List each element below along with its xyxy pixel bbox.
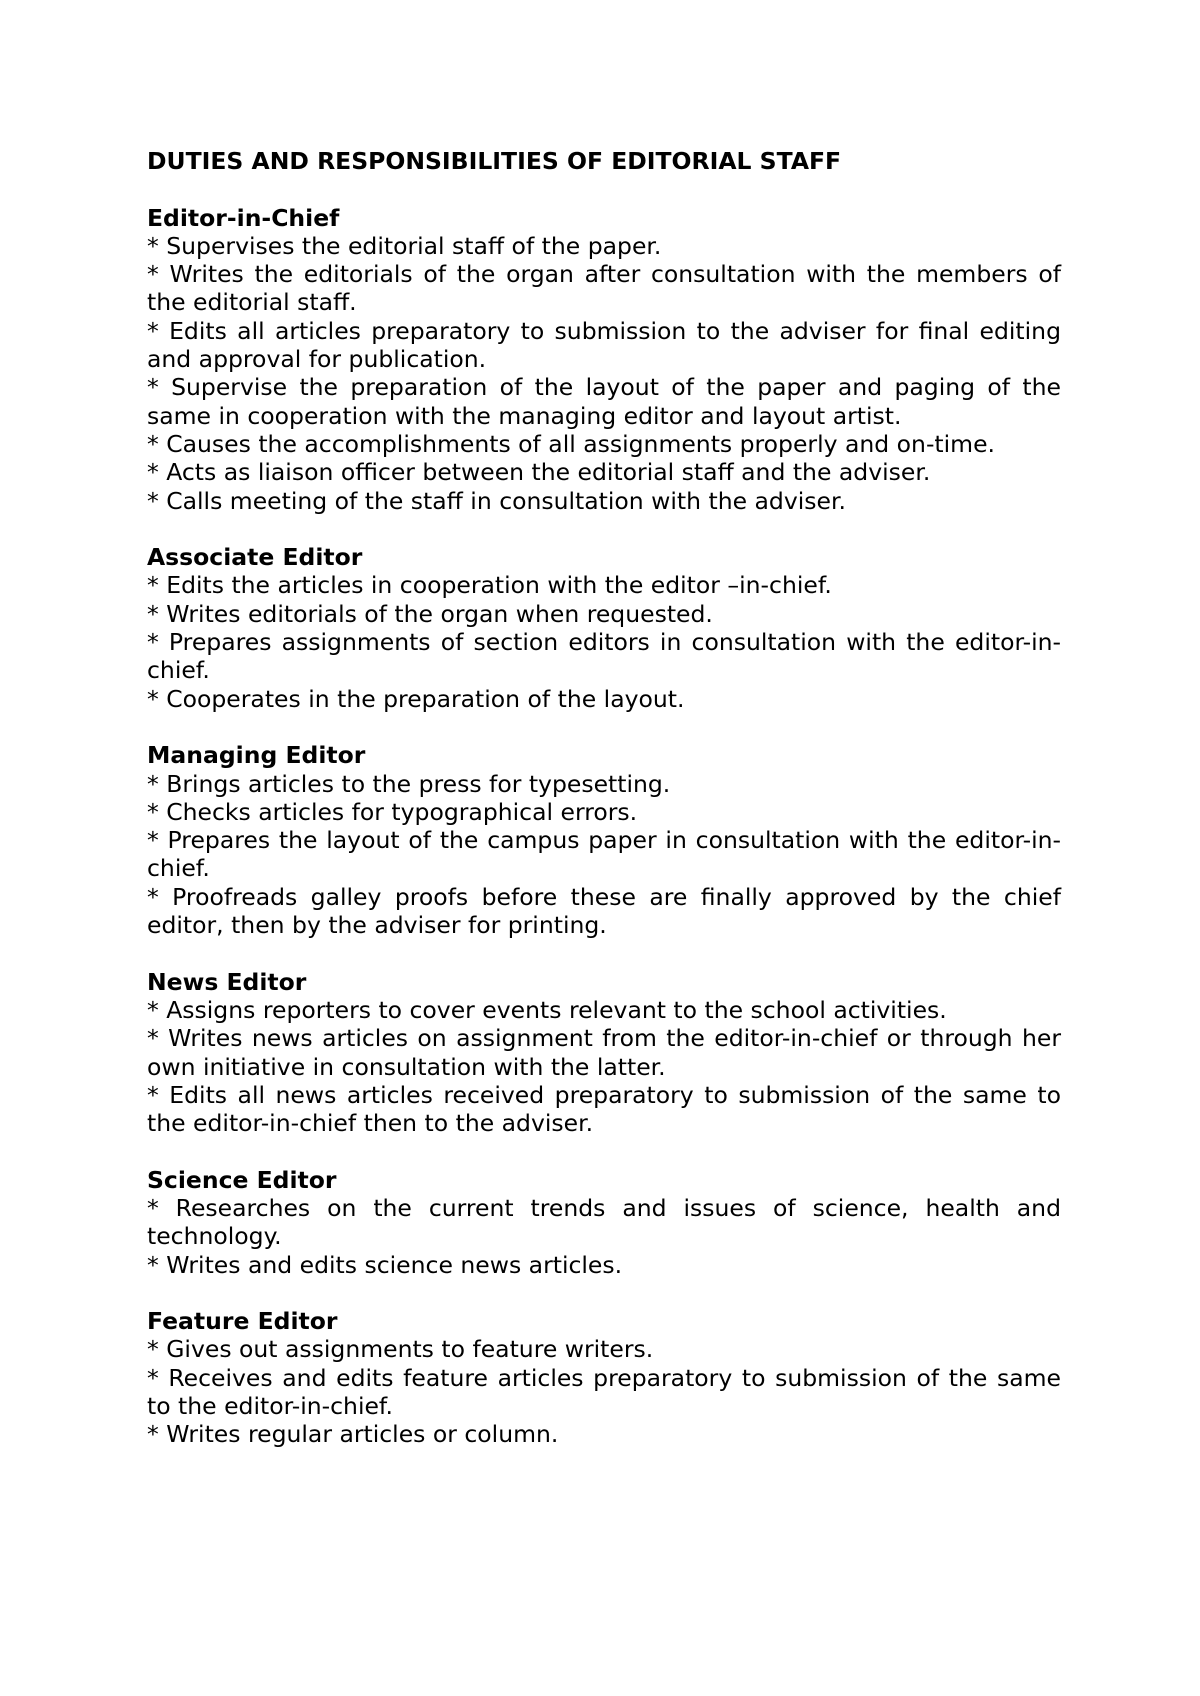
duty-item: * Proofreads galley proofs before these are finally approved by the chief editor, then by the adviser for printing. bbox=[147, 882, 1061, 940]
section-associate-editor bbox=[147, 543, 1061, 713]
duty-item: * Gives out assignments to feature writers. bbox=[147, 1335, 654, 1364]
duty-item: * Supervise the preparation of the layout of the paper and paging of the same in cooperation with the managing editor and layout artist. bbox=[147, 373, 1061, 430]
document-page bbox=[147, 147, 1061, 1477]
duty-item: * Writes news articles on assignment from the editor-in-chief or through her own initiative in consultation with the latter. bbox=[147, 1024, 1061, 1081]
duty-item: * Checks articles for typographical errors. bbox=[147, 797, 638, 826]
section-news-editor bbox=[147, 968, 1061, 1138]
section-heading: News Editor bbox=[147, 967, 307, 996]
section-managing-editor bbox=[147, 741, 1061, 939]
duty-item: * Acts as liaison officer between the editorial staff and the adviser. bbox=[147, 458, 931, 487]
duty-item: * Writes and edits science news articles. bbox=[147, 1250, 623, 1279]
duty-item: * Supervises the editorial staff of the paper. bbox=[147, 231, 662, 260]
duty-item: * Calls meeting of the staff in consultation with the adviser. bbox=[147, 486, 846, 515]
duty-item: * Edits all articles preparatory to submission to the adviser for final editing and approval for publication. bbox=[147, 316, 1061, 374]
duty-item: * Writes the editorials of the organ after consultation with the members of the editorial staff. bbox=[147, 260, 1061, 317]
section-editor-in-chief bbox=[147, 204, 1061, 515]
section-science-editor bbox=[147, 1166, 1061, 1279]
duty-item: * Prepares the layout of the campus paper in consultation with the editor-in-chief. bbox=[147, 826, 1061, 883]
section-heading: Associate Editor bbox=[147, 543, 363, 572]
duty-item: * Writes regular articles or column. bbox=[147, 1420, 559, 1449]
section-heading: Managing Editor bbox=[147, 741, 366, 770]
duty-item: * Edits the articles in cooperation with the editor –in-chief. bbox=[147, 571, 832, 600]
duty-item: * Edits all news articles received preparatory to submission of the same to the editor-in-chief then to the adviser. bbox=[147, 1080, 1061, 1138]
duty-item: * Assigns reporters to cover events relevant to the school activities. bbox=[147, 995, 947, 1024]
duty-item: * Brings articles to the press for typesetting. bbox=[147, 769, 671, 798]
section-heading: Editor-in-Chief bbox=[147, 203, 340, 232]
duty-item: * Researches on the current trends and issues of science, health and technology. bbox=[147, 1193, 1061, 1251]
duty-item: * Cooperates in the preparation of the layout. bbox=[147, 684, 685, 713]
section-heading: Feature Editor bbox=[147, 1307, 338, 1336]
section-heading: Science Editor bbox=[147, 1165, 337, 1194]
section-feature-editor bbox=[147, 1307, 1061, 1448]
duty-item: * Writes editorials of the organ when requested. bbox=[147, 599, 713, 628]
duty-item: * Receives and edits feature articles preparatory to submission of the same to the editor-in-chief. bbox=[147, 1363, 1061, 1421]
document-title: DUTIES AND RESPONSIBILITIES OF EDITORIAL STAFF bbox=[147, 147, 842, 175]
duty-item: * Prepares assignments of section editors in consultation with the editor-in-chief. bbox=[147, 628, 1061, 685]
duty-item: * Causes the accomplishments of all assignments properly and on-time. bbox=[147, 429, 995, 458]
